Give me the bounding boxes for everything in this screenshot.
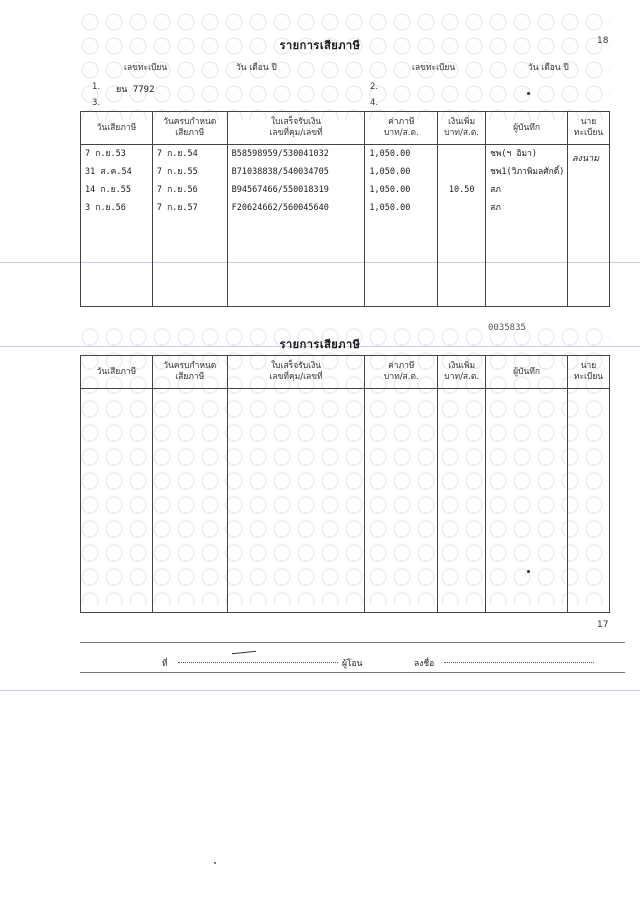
receipt-number: B71038838/540034705 bbox=[231, 167, 329, 177]
paid-date-column bbox=[81, 145, 153, 307]
due-date: 7 ก.ย.56 bbox=[156, 185, 198, 195]
paid-date: 3 ก.ย.56 bbox=[85, 203, 126, 213]
paid-date: 7 ก.ย.53 bbox=[85, 149, 126, 159]
date-label-right: วัน เดือน ปี bbox=[528, 63, 569, 73]
tax-records-table bbox=[80, 111, 610, 307]
due-date: 7 ก.ย.54 bbox=[156, 149, 198, 159]
plate-label-right: เลขทะเบียน bbox=[412, 63, 456, 73]
registration-no: 3. bbox=[92, 98, 101, 108]
divider bbox=[80, 672, 625, 673]
col-header-due-date: วันครบกำหนด เสียภาษี bbox=[152, 356, 227, 389]
location-prefix: ที่ bbox=[162, 659, 168, 669]
due-date: 7 ก.ย.57 bbox=[156, 203, 198, 213]
col-header-surcharge: เงินเพิ่ม บาท/ส.ต. bbox=[438, 112, 486, 145]
col-header-recorder: ผู้บันทึก bbox=[486, 356, 568, 389]
col-header-registrar: นายทะเบียน bbox=[568, 112, 610, 145]
location-field-line bbox=[178, 662, 338, 663]
col-header-surcharge: เงินเพิ่ม บาท/ส.ต. bbox=[438, 356, 486, 389]
registration-no: 1. bbox=[92, 82, 101, 92]
surcharge-amount bbox=[438, 163, 485, 181]
surcharge-amount bbox=[438, 199, 485, 217]
recorder-name: ชพ1(วิภาพิมลศักดิ์) bbox=[490, 167, 565, 177]
empty-cell bbox=[567, 389, 609, 613]
col-header-due-date: วันครบกำหนด เสียภาษี bbox=[152, 112, 227, 145]
registrar-signature: ลงนาม bbox=[572, 154, 600, 164]
col-header-receipt: ใบเสร็จรับเงิน เลขที่คุม/เลขที่ bbox=[227, 112, 365, 145]
tax-section-title: รายการเสียภาษี bbox=[279, 338, 361, 351]
empty-cell bbox=[81, 389, 153, 613]
sign-label: ลงชื่อ bbox=[414, 659, 435, 669]
due-date-column bbox=[152, 145, 227, 307]
tax-amount: 1,050.00 bbox=[369, 203, 411, 213]
tax-amount: 1,050.00 bbox=[369, 167, 411, 177]
tax-amount: 1,050.00 bbox=[369, 149, 411, 159]
col-header-paid-date: วันเสียภาษี bbox=[81, 356, 153, 389]
scan-speck bbox=[527, 92, 530, 95]
col-header-registrar: นายทะเบียน bbox=[567, 356, 609, 389]
col-header-receipt: ใบเสร็จรับเงิน เลขที่คุม/เลขที่ bbox=[227, 356, 365, 389]
receipt-number: B58598959/530041032 bbox=[231, 149, 329, 159]
receipt-number: F20624662/560045640 bbox=[231, 203, 329, 213]
col-header-paid-date: วันเสียภาษี bbox=[81, 112, 153, 145]
col-header-tax: ค่าภาษี บาท/ส.ต. bbox=[365, 112, 438, 145]
registrar-column bbox=[568, 145, 610, 307]
registration-no: 2. bbox=[370, 82, 379, 92]
due-date: 7 ก.ย.55 bbox=[156, 167, 198, 177]
plate-label-left: เลขทะเบียน bbox=[124, 63, 168, 73]
signature-field-line bbox=[444, 662, 594, 663]
page-number-bottom: 17 bbox=[597, 620, 609, 630]
surcharge-amount bbox=[438, 145, 485, 163]
transferor-label: ผู้โอน bbox=[342, 659, 363, 669]
scan-speck bbox=[527, 570, 530, 573]
scan-artifact-line bbox=[0, 690, 640, 691]
surcharge-column bbox=[438, 145, 486, 307]
recorder-name: สภ bbox=[490, 185, 501, 195]
recorder-column bbox=[486, 145, 568, 307]
tax-records-table bbox=[80, 355, 610, 613]
receipt-column bbox=[227, 145, 365, 307]
tax-section-title: รายการเสียภาษี bbox=[279, 39, 361, 52]
empty-cell bbox=[227, 389, 365, 613]
recorder-name: ชพ(ฯ อิมา) bbox=[490, 149, 538, 159]
receipt-number: B94567466/550018319 bbox=[231, 185, 329, 195]
tax-amount-column bbox=[365, 145, 438, 307]
registration-plate: ยน 7792 bbox=[116, 85, 155, 95]
empty-cell bbox=[486, 389, 568, 613]
scan-speck bbox=[214, 862, 216, 864]
paid-date: 14 ก.ย.55 bbox=[85, 185, 131, 195]
surcharge-amount: 10.50 bbox=[448, 185, 475, 195]
registration-no: 4. bbox=[370, 98, 379, 108]
page-number-top: 18 bbox=[597, 36, 609, 46]
pen-mark bbox=[232, 651, 256, 655]
col-header-recorder: ผู้บันทึก bbox=[486, 112, 568, 145]
col-header-tax: ค่าภาษี บาท/ส.ต. bbox=[365, 356, 438, 389]
paid-date: 31 ส.ค.54 bbox=[85, 167, 132, 177]
divider bbox=[80, 642, 625, 643]
empty-cell bbox=[152, 389, 227, 613]
empty-cell bbox=[438, 389, 486, 613]
serial-fragment: 0035835 bbox=[488, 323, 526, 333]
recorder-name: สภ bbox=[490, 203, 501, 213]
date-label-left: วัน เดือน ปี bbox=[236, 63, 277, 73]
tax-amount: 1,050.00 bbox=[369, 185, 411, 195]
empty-cell bbox=[365, 389, 438, 613]
